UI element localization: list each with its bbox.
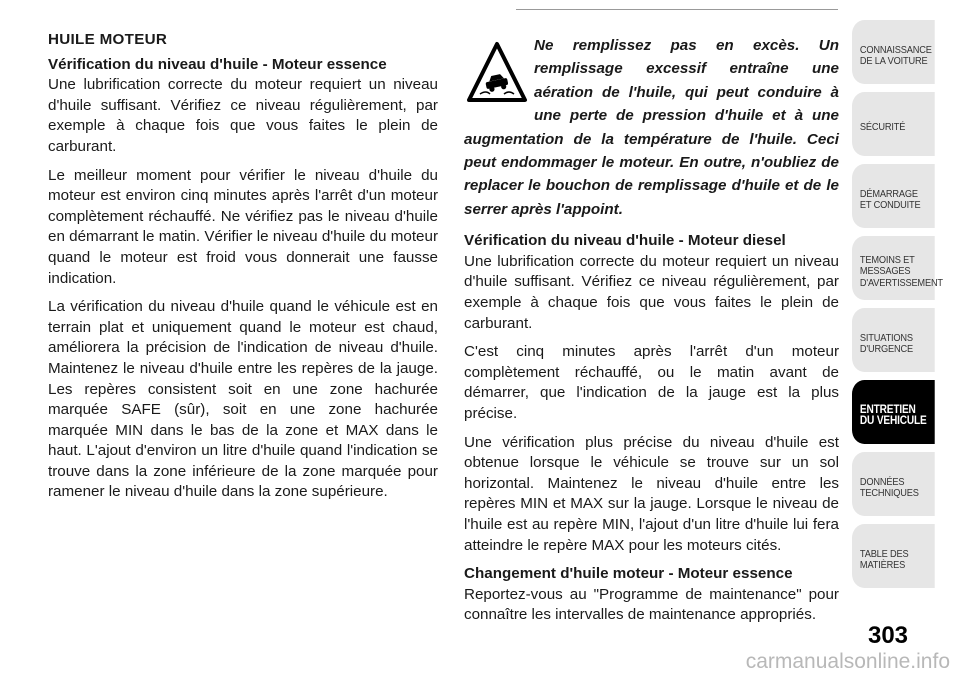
watermark: carmanualsonline.info — [745, 650, 950, 673]
warning-top-rule — [516, 9, 838, 10]
subheading-diesel-oil-check: Vérification du niveau d'huile - Moteur diesel — [464, 232, 786, 250]
tab-donnees[interactable]: DONNÉES TECHNIQUES — [852, 452, 935, 516]
paragraph: Reportez-vous au "Programme de maintenance" pour connaître les intervalles de maintenance appropriés. — [464, 585, 839, 624]
subheading-petrol-oil-check: Vérification du niveau d'huile - Moteur essence — [48, 55, 387, 73]
warning-box — [464, 34, 839, 221]
subheading-oil-change: Changement d'huile moteur - Moteur essence — [464, 565, 793, 583]
paragraph: Une vérification plus précise du niveau d'huile est obtenue lorsque le véhicule se trouve sur un sol horizontal. Maintenez le niveau d'huile entre les repères MIN et MAX sur la jauge. Lorsque le niveau de l'huile est au repère MIN, l'ajout d'un litre d'huile lui fera atteindre le repère MAX pour les moteurs cités. — [464, 433, 839, 554]
page-number: 303 — [867, 622, 909, 649]
tab-securite[interactable]: SÉCURITÉ — [852, 92, 935, 156]
tab-demarrage[interactable]: DÉMARRAGE ET CONDUITE — [852, 164, 935, 228]
tab-temoins[interactable]: TEMOINS ET MESSAGES D'AVERTISSEMENT — [852, 236, 935, 300]
paragraph: Une lubrification correcte du moteur requiert un niveau d'huile suffisant. Vérifiez ce niveau régulièrement, par exemple à chaque fois que vous faites le plein de carburant. — [464, 252, 839, 332]
paragraph: C'est cinq minutes après l'arrêt d'un moteur complètement réchauffé, ou le matin avant de démarrer, que l'indication de la jauge est la plus précise. — [464, 343, 839, 422]
section-title: HUILE MOTEUR — [48, 31, 168, 48]
tab-situations[interactable]: SITUATIONS D'URGENCE — [852, 308, 935, 372]
tab-table[interactable]: TABLE DES MATIÈRES — [852, 524, 935, 588]
left-column — [48, 30, 438, 511]
paragraph: Le meilleur moment pour vérifier le niveau d'huile du moteur est environ cinq minutes après l'arrêt d'un moteur complètement réchauffé. Ne vérifiez pas le niveau d'huile en démarrant le matin. Vérifier le niveau d'huile du moteur quand le moteur est froid vous donnerait une fausse indication. — [48, 166, 438, 287]
paragraph: Une lubrification correcte du moteur requiert un niveau d'huile suffisant. Vérifiez ce niveau régulièrement, par exemple à chaque fois que vous faites le plein de carburant. — [48, 76, 438, 155]
tab-entretien-active[interactable]: ENTRETIEN DU VEHICULE — [852, 380, 935, 444]
tab-connaissance[interactable]: CONNAISSANCE DE LA VOITURE — [852, 20, 935, 84]
warning-text: Ne remplissez pas en excès. Un remplissage excessif entraîne une aération de l'huile, qui peut conduire à une perte de pression d'huile et à une augmentation de la température de l'huile. Ceci peut endommager le moteur. En outre, n'oubliez de replacer le bouchon de remplissage d'huile et de le serrer après l'appoint. — [464, 37, 839, 218]
paragraph: La vérification du niveau d'huile quand le véhicule est en terrain plat et uniquement quand le moteur est chaud, améliorera la précision de l'indication de niveau d'huile. Maintenez le niveau d'huile entre les repères de la jauge. Les repères consistent soit en une zone hachurée marquée SAFE (sûr), soit en une zone hachurée marquée MIN dans le bas de la zone et MAX dans le haut. L'ajout d'environ un litre d'huile quand l'indication se trouve dans la zone inférieure de la zone marquée pour ramener le niveau d'huile dans la zone supérieure. — [48, 298, 438, 501]
right-column — [464, 34, 839, 634]
warning-triangle-car-icon — [466, 40, 528, 106]
